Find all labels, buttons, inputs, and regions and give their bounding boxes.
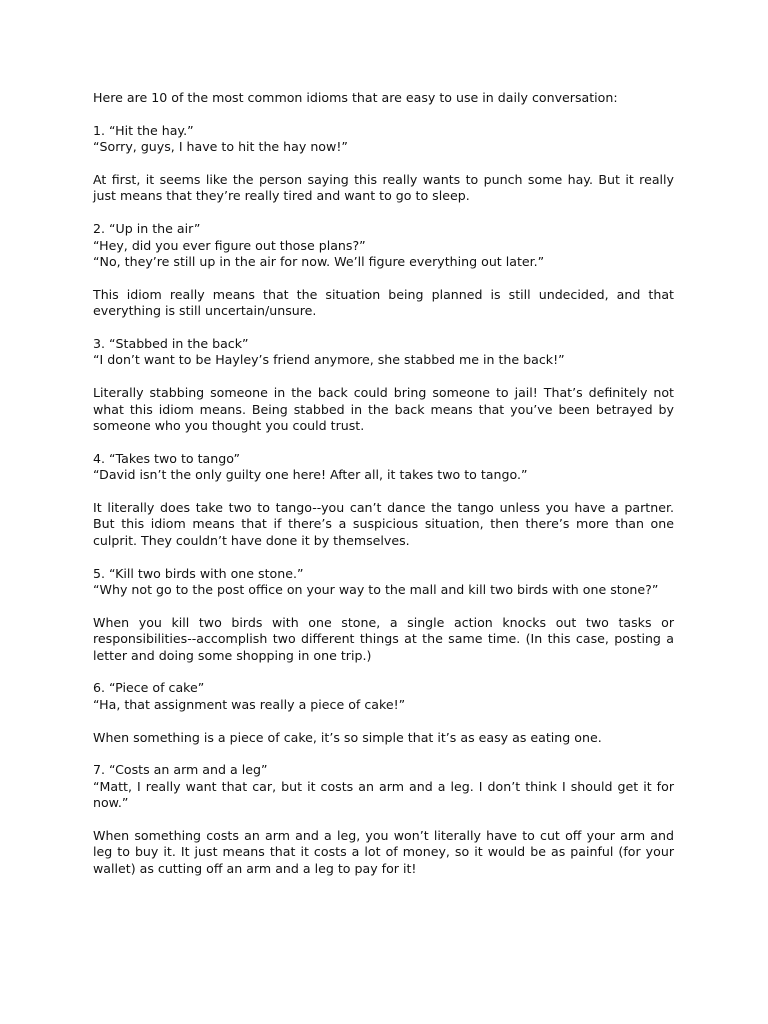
idiom-heading (93, 680, 674, 713)
idiom-title: 6. “Piece of cake” (93, 680, 205, 696)
idiom-5 (93, 566, 674, 664)
idiom-4 (93, 451, 674, 549)
idiom-heading (93, 123, 674, 156)
idiom-explanation: When something is a piece of cake, it’s so simple that it’s as easy as eating one. (93, 729, 602, 745)
idiom-example: “Why not go to the post office on your way to the mall and kill two birds with one stone?” (93, 582, 659, 598)
idiom-heading (93, 336, 674, 369)
idiom-explanation: It literally does take two to tango--you can’t dance the tango unless you have a partner. But this idiom means that if there’s a suspicious situation, then there’s more than one culprit. They couldn’t have done it by themselves. (93, 500, 674, 548)
idiom-example: “I don’t want to be Hayley’s friend anymore, she stabbed me in the back!” (93, 352, 565, 368)
idiom-heading (93, 762, 674, 811)
idiom-heading (93, 451, 674, 484)
intro-paragraph: Here are 10 of the most common idioms that are easy to use in daily conversation: (93, 90, 618, 105)
idiom-title: 3. “Stabbed in the back” (93, 336, 249, 352)
idiom-example: “Hey, did you ever figure out those plans?” (93, 237, 366, 253)
idiom-6 (93, 680, 674, 746)
idiom-explanation: When something costs an arm and a leg, you won’t literally have to cut off your arm and leg to buy it. It just means that it costs a lot of money, so it would be as painful (for your wallet) as cutting off an arm and a leg to pay for it! (93, 828, 674, 876)
idiom-title: 1. “Hit the hay.” (93, 122, 194, 138)
idiom-heading (93, 221, 674, 270)
document-body (93, 90, 674, 894)
idiom-example: “Sorry, guys, I have to hit the hay now!” (93, 139, 348, 155)
idiom-example: “Matt, I really want that car, but it costs an arm and a leg. I don’t think I should get it for now.” (93, 778, 674, 811)
idiom-explanation: This idiom really means that the situation being planned is still undecided, and that everything is still uncertain/unsure. (93, 286, 674, 319)
idiom-explanation: Literally stabbing someone in the back could bring someone to jail! That’s definitely not what this idiom means. Being stabbed in the back means that you’ve been betrayed by someone who you thought you could trust. (93, 385, 674, 434)
idiom-1 (93, 123, 674, 205)
idiom-example: “Ha, that assignment was really a piece of cake!” (93, 696, 406, 712)
idiom-2 (93, 221, 674, 319)
idiom-example: “David isn’t the only guilty one here! After all, it takes two to tango.” (93, 467, 528, 483)
idiom-title: 4. “Takes two to tango” (93, 450, 241, 466)
idiom-title: 2. “Up in the air” (93, 221, 201, 237)
idiom-title: 7. “Costs an arm and a leg” (93, 762, 268, 778)
idiom-heading (93, 566, 674, 599)
idiom-3 (93, 336, 674, 434)
idiom-7 (93, 762, 674, 877)
idiom-explanation: When you kill two birds with one stone, a single action knocks out two tasks or responsibilities--accomplish two different things at the same time. (In this case, posting a letter and doing some shopping in one trip.) (93, 614, 674, 663)
idiom-example: “No, they’re still up in the air for now. We’ll figure everything out later.” (93, 254, 545, 270)
idiom-title: 5. “Kill two birds with one stone.” (93, 565, 304, 581)
idiom-explanation: At first, it seems like the person saying this really wants to punch some hay. But it really just means that they’re really tired and want to go to sleep. (93, 172, 674, 204)
